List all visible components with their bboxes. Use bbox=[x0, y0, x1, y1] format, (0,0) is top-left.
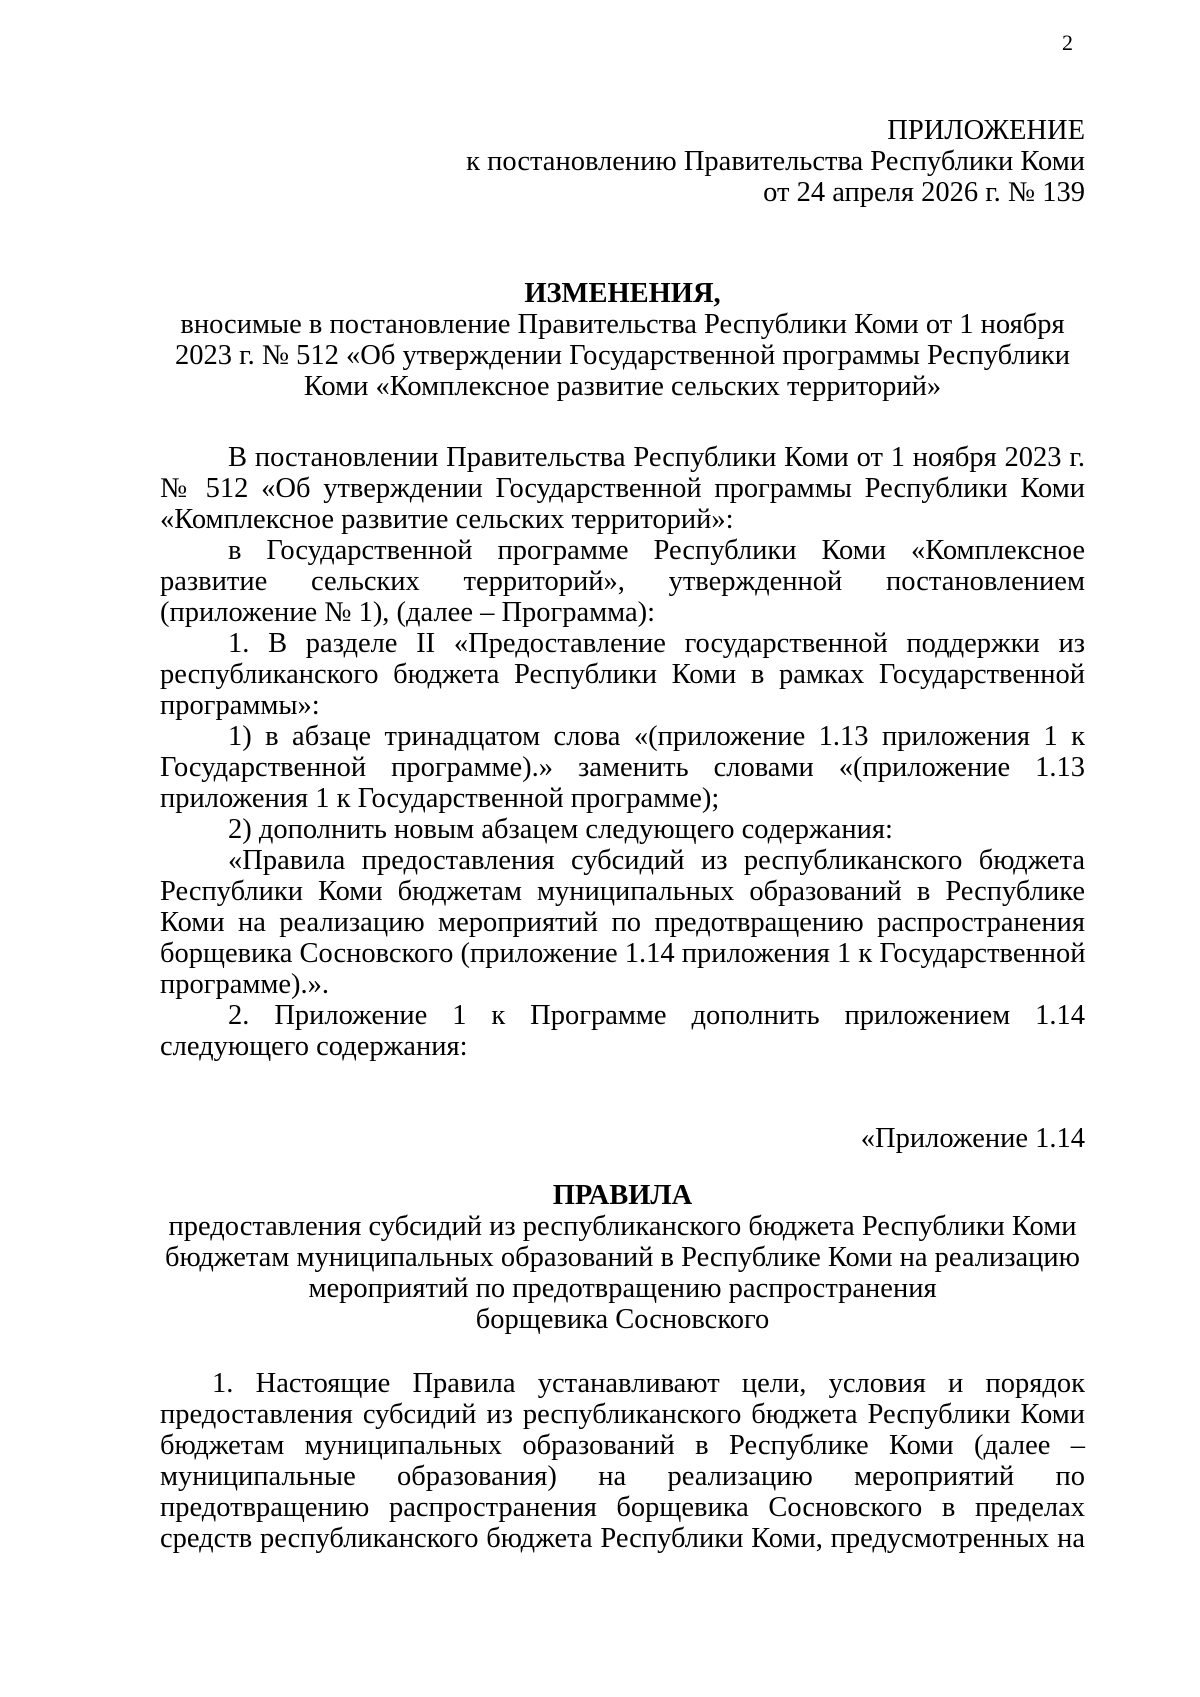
body-line: приложения 1 к Государственной программе); bbox=[160, 783, 720, 814]
changes-subtitle-line: 2023 г. № 512 «Об утверждении Государственной программы Республики bbox=[174, 340, 1070, 371]
annex-title: ПРИЛОЖЕНИЕ bbox=[887, 115, 1085, 146]
body-line: программе).». bbox=[160, 969, 330, 1000]
body-line: Государственной программе).» заменить словами «(приложение 1.13 bbox=[160, 752, 1085, 783]
rules-heading-block bbox=[160, 1180, 1085, 1335]
body-line: «Комплексное развитие сельских территорий»: bbox=[160, 504, 734, 535]
changes-title: ИЗМЕНЕНИЯ, bbox=[524, 278, 721, 309]
body-line: 2) дополнить новым абзацем следующего содержания: bbox=[228, 814, 893, 845]
page-number: 2 bbox=[1062, 30, 1073, 55]
rules-subtitle-line: борщевика Сосновского bbox=[475, 1304, 770, 1335]
body-line: программы»: bbox=[160, 690, 320, 721]
rules-subtitle-line: мероприятий по предотвращению распространения bbox=[308, 1273, 937, 1304]
body-line: борщевика Сосновского (приложение 1.14 приложения 1 к Государственной bbox=[160, 938, 1086, 969]
rules-subtitle-line: бюджетам муниципальных образований в Республике Коми на реализацию bbox=[165, 1242, 1080, 1273]
document-body bbox=[160, 442, 1085, 1062]
body-line: В постановлении Правительства Республики Коми от 1 ноября 2023 г. bbox=[228, 442, 1085, 473]
appendix-label: «Приложение 1.14 bbox=[860, 1123, 1085, 1154]
rules-body-line: средств республиканского бюджета Республики Коми, предусмотренных на bbox=[160, 1523, 1085, 1554]
rules-title: ПРАВИЛА bbox=[552, 1180, 693, 1211]
annex-header bbox=[400, 115, 1085, 208]
rules-body-line: предоставления субсидий из республиканского бюджета Республики Коми bbox=[160, 1399, 1085, 1430]
changes-subtitle-line: Коми «Комплексное развитие сельских территорий» bbox=[303, 371, 942, 402]
rules-body bbox=[160, 1368, 1085, 1554]
body-line: Коми на реализацию мероприятий по предотвращению распространения bbox=[160, 907, 1085, 938]
rules-body-line: 1. Настоящие Правила устанавливают цели, условия и порядок bbox=[212, 1368, 1085, 1399]
body-line: Республики Коми бюджетам муниципальных образований в Республике bbox=[160, 876, 1085, 907]
body-line: 1) в абзаце тринадцатом слова «(приложение 1.13 приложения 1 к bbox=[228, 721, 1085, 752]
body-line: следующего содержания: bbox=[160, 1031, 468, 1062]
body-line: республиканского бюджета Республики Коми в рамках Государственной bbox=[160, 659, 1085, 690]
body-line: 1. В разделе II «Предоставление государственной поддержки из bbox=[228, 628, 1085, 659]
rules-body-line: предотвращению распространения борщевика Сосновского в пределах bbox=[160, 1492, 1085, 1523]
body-line: 2. Приложение 1 к Программе дополнить приложением 1.14 bbox=[228, 1000, 1085, 1031]
annex-reference: к постановлению Правительства Республики Коми bbox=[466, 146, 1085, 177]
changes-subtitle-line: вносимые в постановление Правительства Республики Коми от 1 ноября bbox=[180, 309, 1065, 340]
annex-date: от 24 апреля 2026 г. № 139 bbox=[763, 177, 1085, 208]
body-line: в Государственной программе Республики Коми «Комплексное bbox=[228, 535, 1085, 566]
rules-subtitle-line: предоставления субсидий из республиканского бюджета Республики Коми bbox=[168, 1211, 1077, 1242]
changes-heading-block bbox=[160, 278, 1085, 402]
body-line: № 512 «Об утверждении Государственной программы Республики Коми bbox=[160, 473, 1085, 504]
body-line: (приложение № 1), (далее – Программа): bbox=[160, 597, 656, 628]
body-line: «Правила предоставления субсидий из республиканского бюджета bbox=[228, 845, 1085, 876]
body-line: развитие сельских территорий», утвержденной постановлением bbox=[160, 566, 1085, 597]
rules-body-line: бюджетам муниципальных образований в Республике Коми (далее – bbox=[160, 1430, 1085, 1461]
rules-body-line: муниципальные образования) на реализацию мероприятий по bbox=[160, 1461, 1085, 1492]
